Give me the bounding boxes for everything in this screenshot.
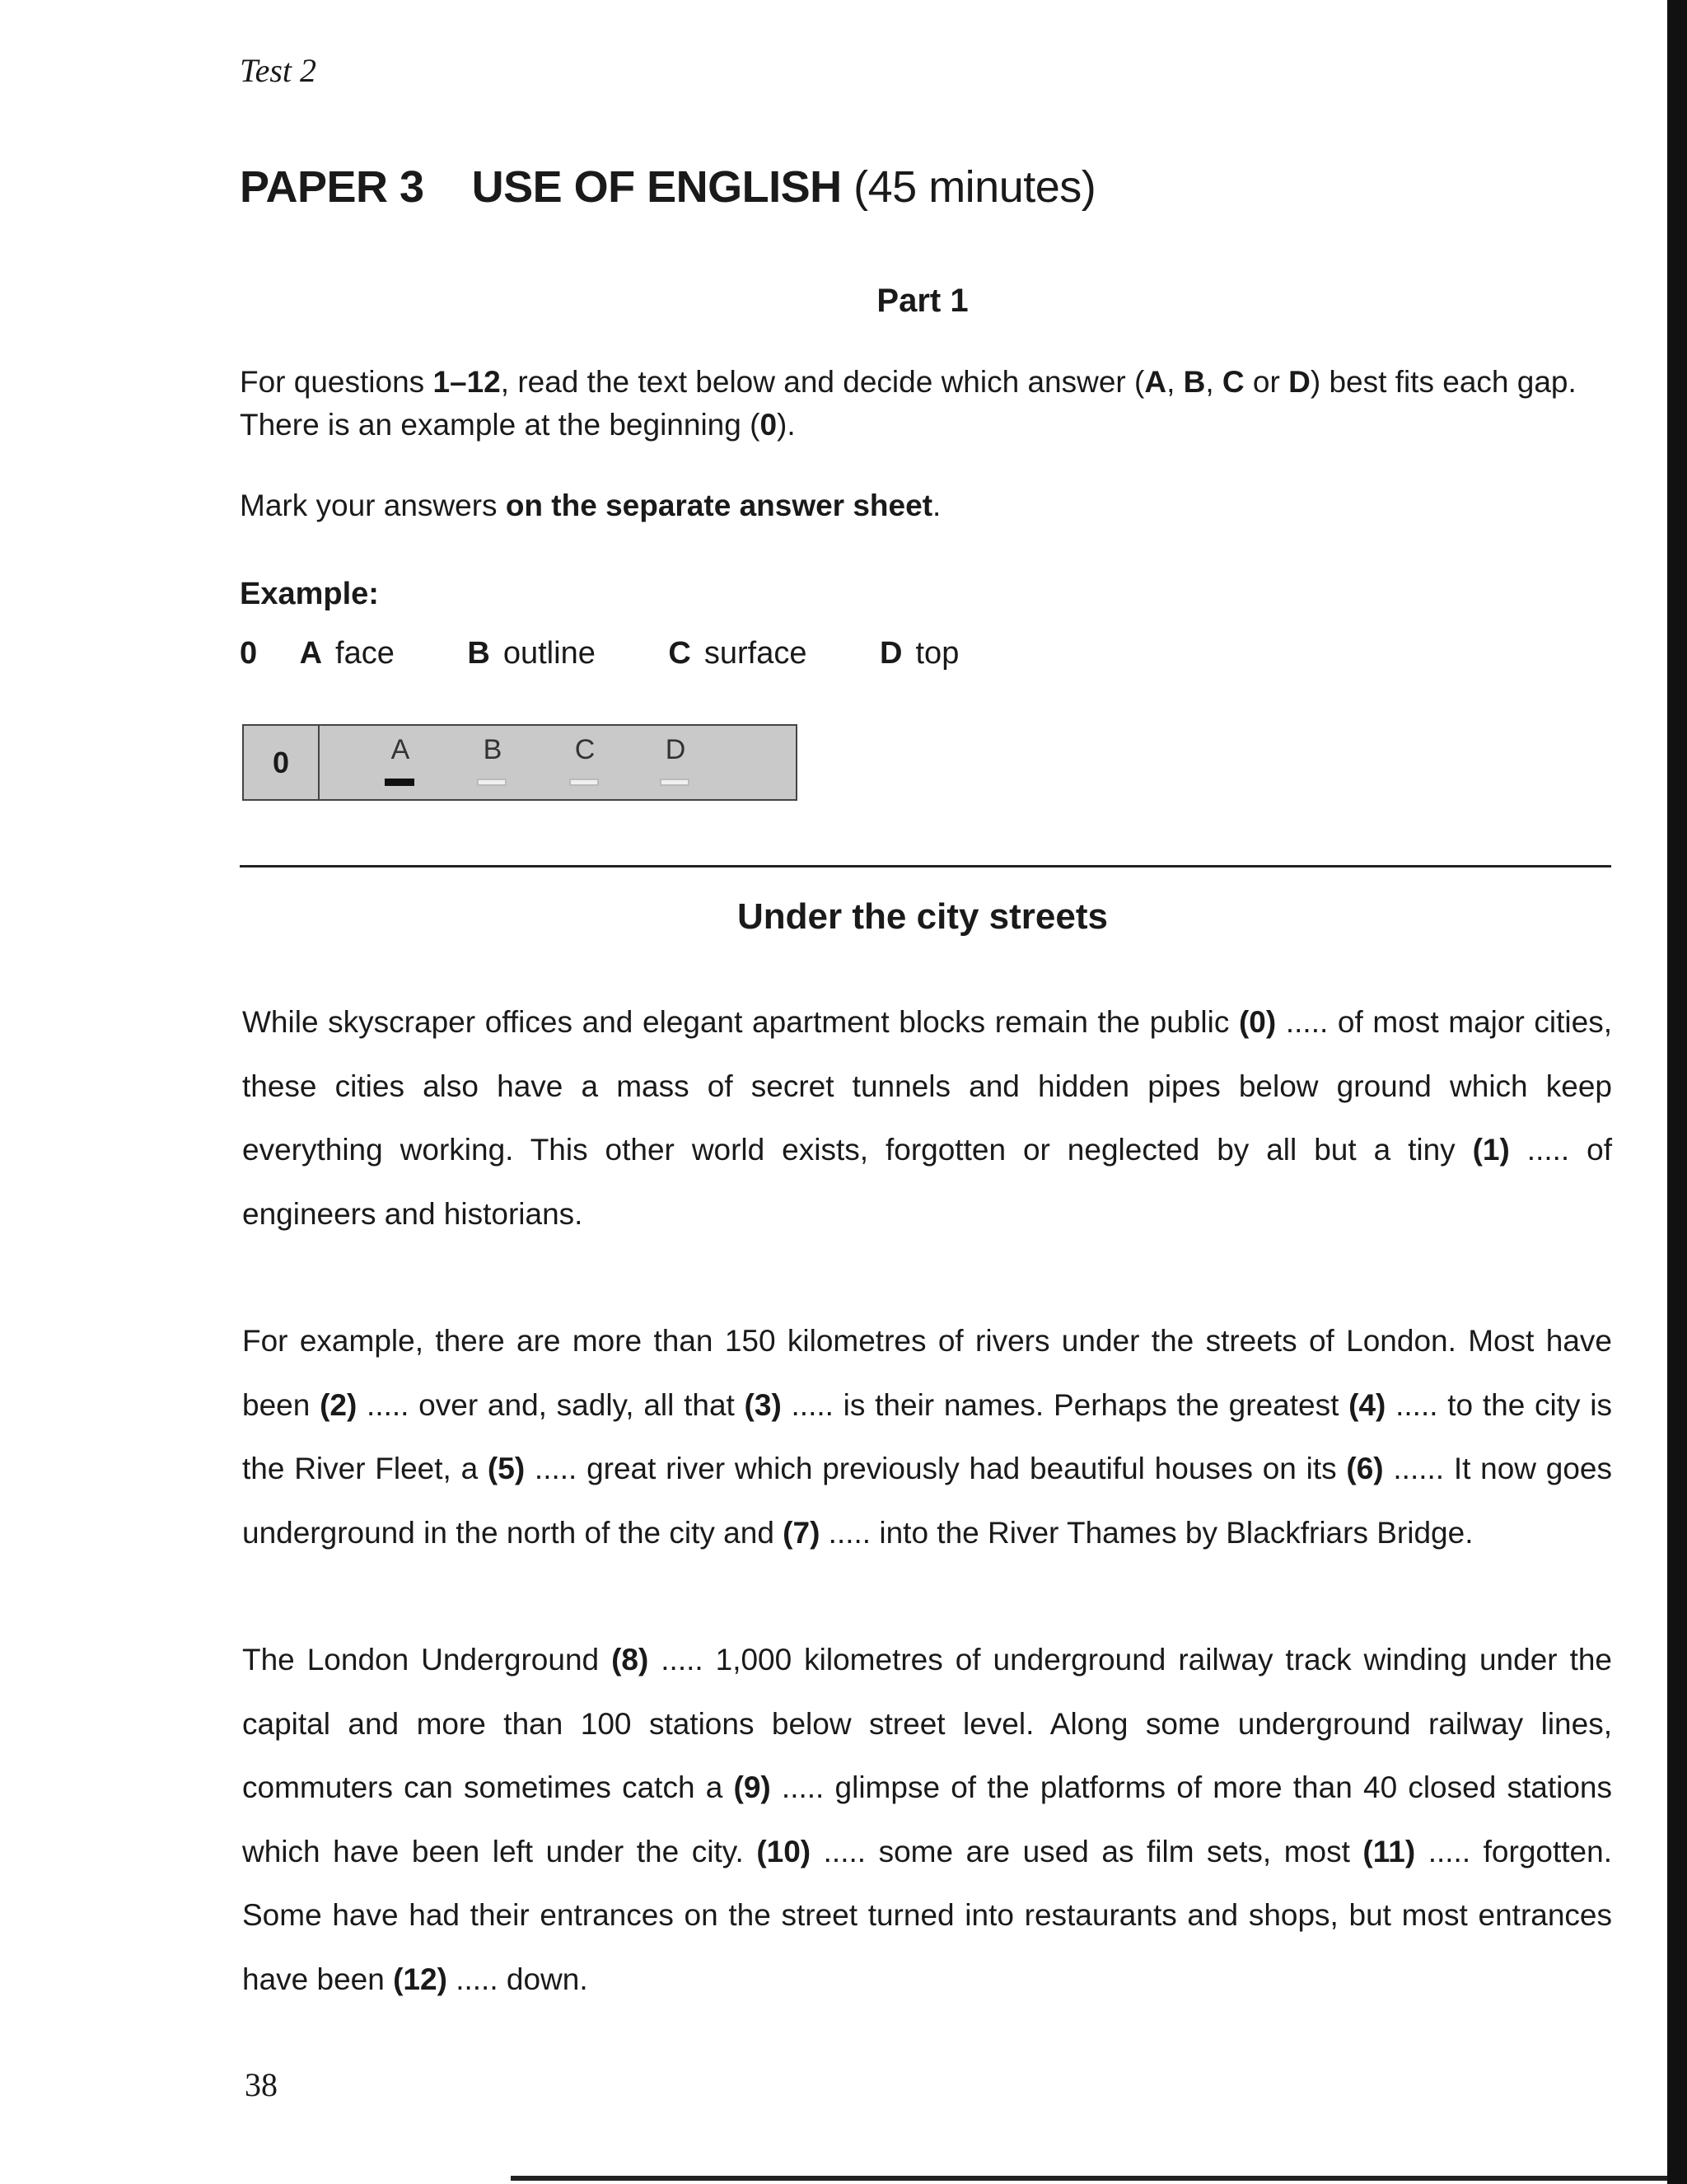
paper-number: PAPER 3: [240, 162, 424, 212]
paper-section: USE OF ENGLISH: [471, 162, 842, 212]
example-options: [240, 636, 1023, 671]
answer-mark-b: [477, 779, 507, 786]
section-divider: [240, 865, 1611, 868]
page-bottom-shadow: [511, 2176, 1667, 2181]
example-answer-box: [242, 724, 797, 801]
example-option-b: B outline: [467, 636, 596, 671]
answer-mark-d: [660, 779, 689, 786]
paper-duration: (45 minutes): [853, 162, 1096, 212]
part-heading: Part 1: [876, 283, 969, 319]
text-paragraph-1: While skyscraper offices and elegant apartment blocks remain the public (0) ..... of most major cities, these cities also have a mass of secret tunnels and hidden pipes below ground which keep everything working. This other world exists, forgotten or neglected by all but a tiny (1) ..... of engineers and historians.: [242, 1005, 1612, 1231]
example-option-c: C surface: [668, 636, 807, 671]
text-title: Under the city streets: [737, 896, 1108, 937]
answer-cell-d: D: [651, 734, 700, 766]
paper-title: [240, 161, 1096, 213]
instructions-answer-sheet: Mark your answers on the separate answer sheet.: [240, 489, 942, 522]
text-paragraph-3: The London Underground (8) ..... 1,000 kilometres of underground railway track winding under the capital and more than 100 stations below street level. Along some underground railway lines, commuters can sometimes catch a (9) ..... glimpse of the platforms of more than 40 closed stations which have been left under the city. (10) ..... some are used as film sets, most (11) ..... forgotten. Some have had their entrances on the street turned into restaurants and shops, but most entrances have been (12) ..... down.: [242, 1643, 1613, 1996]
example-number: 0: [240, 636, 258, 671]
answer-mark-c: [569, 779, 599, 786]
page-edge-shadow: [1667, 0, 1687, 2184]
page-number: 38: [245, 2066, 278, 2103]
text-paragraph-2: For example, there are more than 150 kilometres of rivers under the streets of London. Most have been (2) ..... over and, sadly, all that (3) ..... is their names. Perhaps the greatest (4) ..... to the city is the River Fleet, a (5) ..... great river which previously had beautiful houses on its (6) ...... It now goes underground in the north of the city and (7) ..... into the River Thames by Blackfriars Bridge.: [242, 1324, 1613, 1550]
running-head: Test 2: [240, 52, 317, 89]
answer-cell-c: C: [560, 734, 610, 766]
example-option-a: A face: [299, 636, 395, 671]
answer-mark-a: [385, 779, 414, 786]
example-label: Example:: [240, 577, 379, 611]
answer-cell-b: B: [468, 734, 517, 766]
answer-box-number: 0: [244, 726, 320, 799]
instructions-questions: For questions 1–12, read the text below and decide which answer (A, B, C or D) best fits each gap. There is an example at the beginning (0).: [240, 365, 1577, 442]
answer-cell-a: A: [376, 734, 425, 766]
example-option-d: D top: [880, 636, 960, 671]
